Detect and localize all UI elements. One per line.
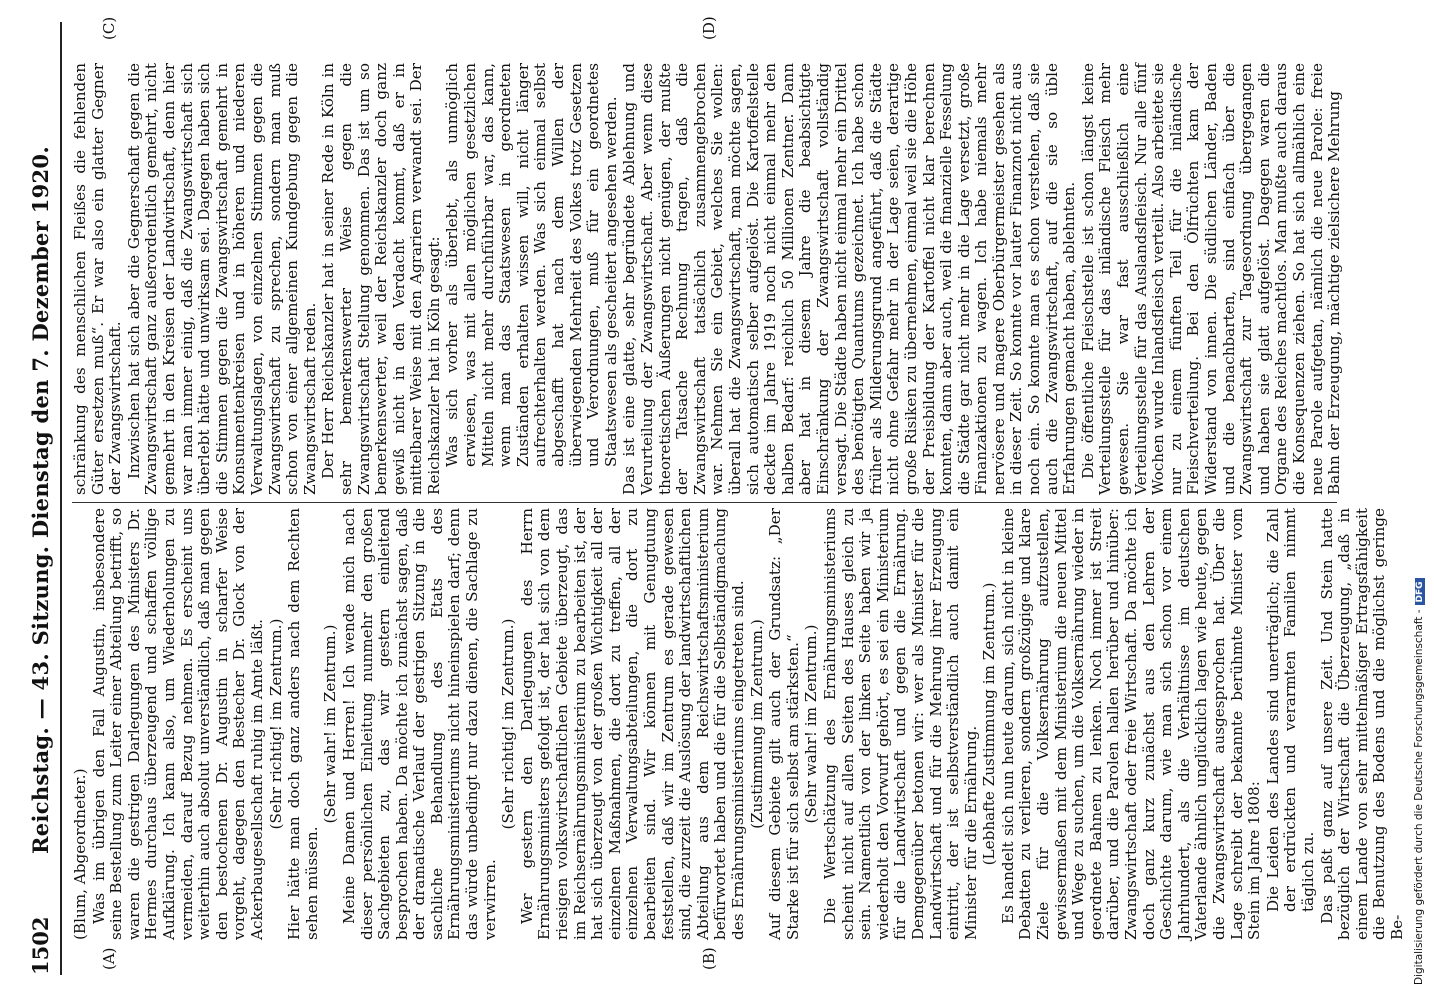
- margin-marker-d: (D): [700, 16, 718, 40]
- column-divider: [72, 502, 1337, 503]
- interjection: (Sehr wahr! im Zentrum.): [802, 624, 821, 824]
- dfg-logo: DFG: [1415, 578, 1425, 605]
- paragraph: Hier hätte man doch ganz anders nach dem Rechten sehen müssen.: [285, 508, 321, 940]
- page-number: 1502: [28, 916, 53, 975]
- interjection: (Sehr richtig! im Zentrum.): [266, 618, 285, 830]
- credit-text: Digitalisierung gefördert durch die Deutsche Forschungsgemeinschaft -: [1413, 609, 1425, 985]
- digitization-credit: [1411, 10, 1433, 990]
- margin-marker-c: (C): [100, 16, 118, 40]
- interjection: (Zustimmung im Zentrum.): [747, 619, 766, 829]
- right-column: [71, 63, 1344, 495]
- speaker-label: (Blum, Abgeordneter.): [71, 768, 89, 940]
- header-rule: [60, 22, 62, 975]
- paragraph: Auf diesem Gebiete gilt auch der Grundsatz: „Der Starke ist für sich selbst am stärksten.“: [766, 508, 802, 940]
- interjection: (Lebhafte Zustimmung im Zentrum.): [980, 582, 999, 866]
- quotation: Die Leiden des Landes sind unerträglich; die Zahl der erdrückten und verarmten Familien nimmt täglich zu.: [1263, 508, 1317, 912]
- paragraph: Die Wertschätzung des Ernährungsministeriums scheint nicht auf allen Seiten des Hauses gleich zu sein. Namentlich von der linken Seite haben wir ja wiederholt den Vorwurf gehört, es sei ein Ministerium für die Landwirtschaft und gegen die Ernährung. Demgegenüber betonen wir: wer als Minister für die Landwirtschaft und für die Mehrung ihrer Erzeugung eintritt, der ist selbstverständlich auch damit ein Minister für die Ernährung.: [820, 508, 980, 940]
- page-header: [18, 0, 66, 1000]
- interjection: (Sehr richtig! im Zentrum.): [499, 618, 518, 830]
- page-title: Reichstag. — 43. Sitzung. Dienstag den 7. Dezember 1920.: [28, 146, 53, 854]
- margin-marker-a: (A): [100, 947, 118, 970]
- paragraph: Das paßt ganz auf unsere Zeit. Und Stein hatte bezüglich der Wirtschaft die Überzeugung, „daß in einem Lande von sehr mittelmäßiger Ertragsfähigkeit die Benutzung des Bodens und die möglichst geringe Be-: [1317, 508, 1406, 940]
- interjection: (Sehr wahr! im Zentrum.): [321, 624, 340, 824]
- paragraph: Inzwischen hat sich aber die Gegnerschaft gegen die Zwangswirtschaft ganz außerordentlich gemehrt, nicht gemehrt in den Kreisen der Landwirtschaft, denn hier war man immer einig, daß die Zwangswirtschaft sich überlebt hätte und unwirksam sei. Dagegen haben sich die Stimmen gegen die Zwangswirtschaft gemehrt in Konsumentenkreisen und in höheren und niederen Verwaltungslagen, von einzelnen Stimmen gegen die Zwangswirtschaft zu sprechen, sondern man muß schon von einer allgemeinen Kundgebung gegen die Zwangswirtschaft reden.: [124, 63, 319, 495]
- paragraph: Der Herr Reichskanzler hat in seiner Rede in Köln in sehr bemerkenswerter Weise gegen die Zwangswirtschaft Stellung genommen. Das ist um so bemerkenswerter, weil der Reichskanzler doch ganz gewiß nicht in den Verdacht kommt, daß er in mittelbarer Weise mit den Agrariern verwandt sei. Der Reichskanzler hat in Köln gesagt:: [319, 63, 443, 495]
- paragraph: schränkung des menschlichen Fleißes die fehlenden Güter ersetzen muß“. Er war also ein glatter Gegner der Zwangswirtschaft.: [71, 63, 125, 495]
- quotation: Was sich vorher als überlebt, als unmöglich erwiesen, was mit allen möglichen gesetzlichen Mitteln nicht mehr durchführbar war, das kann, wenn man das Staatswesen in geordneten Zuständen erhalten wissen will, nicht länger aufrechterhalten werden. Was sich einmal selbst abgeschafft hat nach dem Willen der überwiegenden Mehrheit des Volkes trotz Gesetzen und Verordnungen, muß für ein geordnetes Staatswesen als gescheitert angesehen werden.: [443, 63, 620, 467]
- paragraph: Meine Damen und Herren! Ich wende mich nach dieser persönlichen Einleitung nunmehr den großen Sachgebieten zu, das wir gestern einleitend besprochen haben. Da möchte ich zunächst sagen, daß der dramatische Verlauf der gestrigen Sitzung in die sachliche Behandlung des Etats des Ernährungsministeriums nicht hineinspielen darf; denn das würde unbedingt nur dazu dienen, die Sachlage zu verwirren.: [339, 508, 499, 940]
- left-column: [71, 508, 1406, 940]
- paragraph: Das ist eine glatte, sehr begründete Ablehnung und Verurteilung der Zwangswirtschaft. Aber wenn diese theoretischen Äußerungen nicht genügen, der mußte der Tatsache Rechnung tragen, daß die Zwangswirtschaft tatsächlich zusammengebrochen war. Nehmen Sie ein Gebiet, welches Sie wollen: überall hat die Zwangswirtschaft, man möchte sagen, sich automatisch selber aufgelöst. Die Kartoffelstelle deckte im Jahre 1919 noch nicht einmal mehr den halben Bedarf: reichlich 50 Millionen Zentner. Dann aber hat in diesem Jahre die beabsichtigte Einschränkung der Zwangswirtschaft vollständig versagt. Die Städte haben nicht einmal mehr ein Drittel des benötigten Quantums gezeichnet. Ich habe schon früher als Milderungsgrund angeführt, daß die Städte nicht ohne Gefahr mehr in der Lage seien, derartige große Risiken zu übernehmen, einmal weil sie die Höhe der Preisbildung der Kartoffel nicht klar berechnen konnten, dann aber auch, weil die finanzielle Fesselung die Städte gar nicht mehr in die Lage versetzt, große Finanzaktionen zu wagen. Ich habe niemals mehr nervösere und magere Oberbürgermeister gesehen als in dieser Zeit. So konnte vor lauter Finanznot nicht aus noch ein. So konnte man es schon verstehen, daß sie auch die Zwangswirtschaft, auf die sie so üble Erfahrungen gemacht haben, ablehnten.: [620, 63, 1079, 495]
- paragraph: Wer gestern den Darlegungen des Herrn Ernährungsministers gefolgt ist, der hat sich von dem riesigen volkswirtschaftlichen Gebiete überzeugt, das im Reichsernährungsministerium zu bearbeiten ist, der hat sich überzeugt von der großen Wichtigkeit all der einzelnen Maßnahmen, die dort zu treffen, all der einzelnen Verwaltungsabteilungen, die dort zu bearbeiten sind. Wir können mit Genugtuung feststellen, daß wir im Zentrum es gerade gewesen sind, die zurzeit die Auslösung der landwirtschaftlichen Abteilung aus dem Reichswirtschaftsministerium befürwortet haben und die für die Selbständigmachung des Ernährungsministeriums eingetreten sind.: [517, 508, 747, 940]
- margin-marker-b: (B): [700, 947, 718, 970]
- paragraph: Es handelt sich nun heute darum, sich nicht in kleine Debatten zu verlieren, sondern großzügige und klare Ziele für die Volksernährung aufzustellen, gewissermaßen mit dem Ministerium die neuen Mittel und Wege zu suchen, um die Volksernährung wieder in geordnete Bahnen zu lenken. Noch immer ist Streit darüber, und die Parolen hallen herüber und hinüber: Zwangswirtschaft oder freie Wirtschaft. Da möchte ich doch ganz kurz zunächst aus den Lehren der Geschichte darum, wie man sich schon vor einem Jahrhundert, als die Verhältnisse im deutschen Vaterlande ähnlich unglücklich lagen wie heute, gegen die Zwangswirtschaft ausgesprochen hat. Über die Lage schreibt der bekannte berühmte Minister vom Stein im Jahre 1808:: [998, 508, 1264, 940]
- paragraph: Die öffentliche Fleischstelle ist schon längst keine Verteilungsstelle für das inländische Fleisch mehr gewesen. Sie war fast ausschließlich eine Verteilungsstelle für das Auslandsfleisch. Nur alle fünf Wochen wurde Inlandsfleisch verteilt. Also arbeitete sie nur zu einem fünften Teil für die inländische Fleischverteilung. Bei den Ölfrüchten kam der Widerstand von innen. Die südlichen Länder, Baden und die benachbarten, sind einfach über die Zwangswirtschaft zur Tagesordnung übergegangen und haben sie glatt aufgelöst. Dagegen waren die Organe des Reiches machtlos. Man mußte auch daraus die Konsequenzen ziehen. So hat sich allmählich eine neue Parole aufgetan, nämlich die neue Parole: freie Bahn der Erzeugung, mächtige zielsichere Mehrung: [1078, 63, 1344, 495]
- paragraph: Was im übrigen den Fall Augustin, insbesondere seine Bestellung zum Leiter einer Abteilung betrifft, so waren die gestrigen Darlegungen des Ministers Dr. Hermes durchaus überzeugend und schaffen völlige Aufklärung. Ich kann also, um Wiederholungen zu vermeiden, darauf Bezug nehmen. Es erscheint uns weiterhin auch absolut unverständlich, daß man gegen den bestochenen Dr. Augustin in scharfer Weise vorgeht, dagegen den Bestecher Dr. Glock von der Ackerbaugesellschaft ruhig im Amte läßt.: [89, 508, 266, 940]
